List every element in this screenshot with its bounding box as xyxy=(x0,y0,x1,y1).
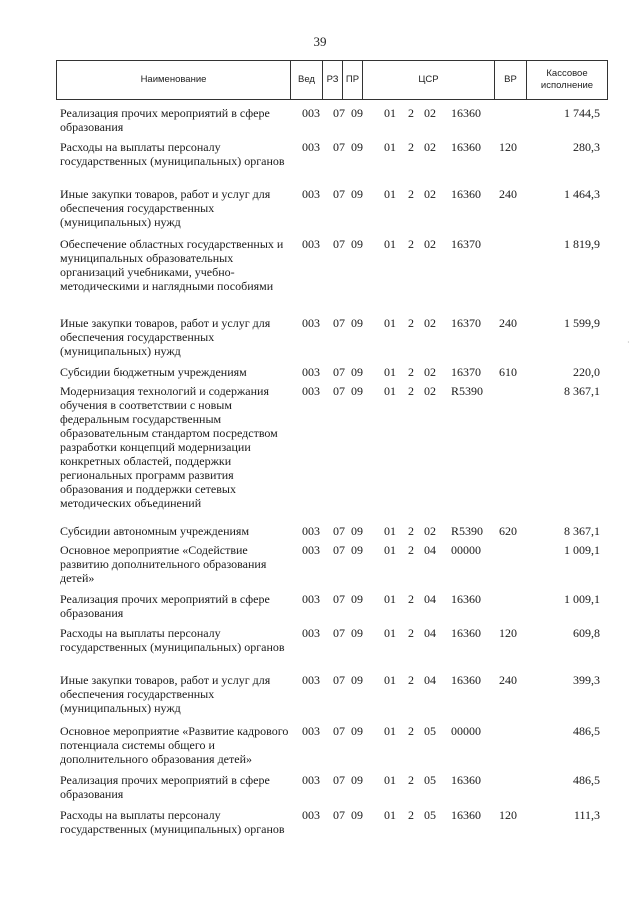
row-csr-4: 16360 xyxy=(451,773,481,787)
row-pr: 09 xyxy=(351,384,363,398)
row-ved: 003 xyxy=(302,773,320,787)
row-name: Модернизация технологий и содержания обучения в соответствии с новым федеральным государственным образовательным стандартом посредством разработки концепций модернизации конкретных областей, поддержки региональных программ развития образования и поддержки сетевых методических объединений xyxy=(60,384,278,510)
row-vr: 240 xyxy=(499,316,517,330)
row-csr-3: 02 xyxy=(424,384,436,398)
row-amount: 1 599,9 xyxy=(564,316,600,330)
row-name: Реализация прочих мероприятий в сфере образования xyxy=(60,773,270,801)
row-rz: 07 xyxy=(333,673,345,687)
row-csr-1: 01 xyxy=(384,187,396,201)
row-pr: 09 xyxy=(351,524,363,538)
row-csr-4: R5390 xyxy=(451,384,484,398)
row-amount: 486,5 xyxy=(573,773,600,787)
row-rz: 07 xyxy=(333,592,345,606)
row-csr-1: 01 xyxy=(384,626,396,640)
row-csr-2: 2 xyxy=(408,626,414,640)
row-csr-1: 01 xyxy=(384,140,396,154)
row-name: Иные закупки товаров, работ и услуг для обеспечения государственных (муниципальных) нужд xyxy=(60,316,271,358)
row-rz: 07 xyxy=(333,626,345,640)
page-number: 39 xyxy=(313,34,327,49)
row-rz: 07 xyxy=(333,140,345,154)
header-pr: ПР xyxy=(343,61,363,99)
row-csr-2: 2 xyxy=(408,187,414,201)
row-vr: 120 xyxy=(499,626,517,640)
row-csr-4: 16370 xyxy=(451,365,481,379)
row-ved: 003 xyxy=(302,543,320,557)
row-rz: 07 xyxy=(333,524,345,538)
row-amount: 486,5 xyxy=(573,724,600,738)
row-name: Реализация прочих мероприятий в сфере образования xyxy=(60,592,270,620)
row-csr-2: 2 xyxy=(408,316,414,330)
row-csr-3: 02 xyxy=(424,524,436,538)
row-csr-1: 01 xyxy=(384,673,396,687)
row-csr-4: 16360 xyxy=(451,808,481,822)
row-amount: 8 367,1 xyxy=(564,524,600,538)
row-csr-3: 04 xyxy=(424,626,436,640)
row-csr-2: 2 xyxy=(408,106,414,120)
scan-edge-mark: · xyxy=(627,338,630,347)
header-amount: Кассовое исполнение xyxy=(540,68,594,91)
row-name: Расходы на выплаты персоналу государственных (муниципальных) органов xyxy=(60,626,285,654)
row-rz: 07 xyxy=(333,106,345,120)
row-csr-2: 2 xyxy=(408,237,414,251)
row-name: Расходы на выплаты персоналу государственных (муниципальных) органов xyxy=(60,808,285,836)
row-amount: 280,3 xyxy=(573,140,600,154)
row-pr: 09 xyxy=(351,237,363,251)
row-csr-4: 00000 xyxy=(451,724,481,738)
row-rz: 07 xyxy=(333,808,345,822)
row-rz: 07 xyxy=(333,724,345,738)
row-csr-1: 01 xyxy=(384,808,396,822)
row-pr: 09 xyxy=(351,543,363,557)
row-pr: 09 xyxy=(351,773,363,787)
row-ved: 003 xyxy=(302,524,320,538)
row-name: Расходы на выплаты персоналу государственных (муниципальных) органов xyxy=(60,140,285,168)
row-name: Обеспечение областных государственных и муниципальных образовательных организаций учебниками, учебно-методическими и наглядными пособиями xyxy=(60,237,284,293)
row-ved: 003 xyxy=(302,106,320,120)
row-amount: 1 009,1 xyxy=(564,592,600,606)
row-csr-3: 02 xyxy=(424,187,436,201)
row-csr-1: 01 xyxy=(384,237,396,251)
row-csr-4: 16360 xyxy=(451,592,481,606)
row-pr: 09 xyxy=(351,626,363,640)
row-csr-3: 02 xyxy=(424,237,436,251)
row-csr-1: 01 xyxy=(384,106,396,120)
row-pr: 09 xyxy=(351,808,363,822)
row-csr-2: 2 xyxy=(408,384,414,398)
row-rz: 07 xyxy=(333,365,345,379)
row-name: Иные закупки товаров, работ и услуг для обеспечения государственных (муниципальных) нужд xyxy=(60,673,271,715)
row-name: Реализация прочих мероприятий в сфере образования xyxy=(60,106,270,134)
row-ved: 003 xyxy=(302,384,320,398)
row-csr-3: 04 xyxy=(424,592,436,606)
row-csr-1: 01 xyxy=(384,384,396,398)
row-csr-3: 02 xyxy=(424,365,436,379)
row-csr-4: 16360 xyxy=(451,626,481,640)
row-csr-4: 16360 xyxy=(451,106,481,120)
row-name: Субсидии бюджетным учреждениям xyxy=(60,365,247,379)
row-csr-3: 02 xyxy=(424,316,436,330)
row-ved: 003 xyxy=(302,673,320,687)
row-rz: 07 xyxy=(333,316,345,330)
row-csr-2: 2 xyxy=(408,543,414,557)
row-amount: 1 744,5 xyxy=(564,106,600,120)
row-csr-1: 01 xyxy=(384,365,396,379)
row-pr: 09 xyxy=(351,316,363,330)
row-amount: 1 819,9 xyxy=(564,237,600,251)
row-csr-3: 05 xyxy=(424,773,436,787)
row-vr: 240 xyxy=(499,673,517,687)
row-csr-1: 01 xyxy=(384,524,396,538)
row-csr-2: 2 xyxy=(408,673,414,687)
row-pr: 09 xyxy=(351,724,363,738)
row-ved: 003 xyxy=(302,592,320,606)
row-amount: 609,8 xyxy=(573,626,600,640)
row-vr: 120 xyxy=(499,808,517,822)
row-rz: 07 xyxy=(333,384,345,398)
row-csr-2: 2 xyxy=(408,524,414,538)
row-vr: 240 xyxy=(499,187,517,201)
header-vr: ВР xyxy=(495,61,527,99)
row-csr-4: 16360 xyxy=(451,673,481,687)
row-pr: 09 xyxy=(351,673,363,687)
row-amount: 1 009,1 xyxy=(564,543,600,557)
row-csr-3: 02 xyxy=(424,106,436,120)
header-ved: Вед xyxy=(291,61,323,99)
row-name: Иные закупки товаров, работ и услуг для обеспечения государственных (муниципальных) нужд xyxy=(60,187,271,229)
row-rz: 07 xyxy=(333,237,345,251)
row-csr-3: 02 xyxy=(424,140,436,154)
row-amount: 111,3 xyxy=(573,808,600,822)
header-rz: РЗ xyxy=(323,61,343,99)
row-csr-2: 2 xyxy=(408,773,414,787)
row-csr-3: 05 xyxy=(424,808,436,822)
row-ved: 003 xyxy=(302,316,320,330)
row-name: Субсидии автономным учреждениям xyxy=(60,524,250,538)
row-pr: 09 xyxy=(351,187,363,201)
row-vr: 120 xyxy=(499,140,517,154)
row-name: Основное мероприятие «Содействие развитию дополнительного образования детей» xyxy=(60,543,267,585)
row-pr: 09 xyxy=(351,140,363,154)
row-ved: 003 xyxy=(302,140,320,154)
row-vr: 610 xyxy=(499,365,517,379)
row-csr-3: 04 xyxy=(424,673,436,687)
row-vr: 620 xyxy=(499,524,517,538)
row-csr-4: 00000 xyxy=(451,543,481,557)
header-name: Наименование xyxy=(57,61,291,99)
row-csr-1: 01 xyxy=(384,773,396,787)
row-csr-4: R5390 xyxy=(451,524,484,538)
row-ved: 003 xyxy=(302,724,320,738)
row-amount: 1 464,3 xyxy=(564,187,600,201)
row-csr-1: 01 xyxy=(384,724,396,738)
row-amount: 399,3 xyxy=(573,673,600,687)
row-csr-3: 05 xyxy=(424,724,436,738)
row-pr: 09 xyxy=(351,592,363,606)
row-pr: 09 xyxy=(351,365,363,379)
row-csr-1: 01 xyxy=(384,316,396,330)
row-name: Основное мероприятие «Развитие кадрового потенциала системы общего и дополнительного образования детей» xyxy=(60,724,289,766)
row-csr-4: 16370 xyxy=(451,237,481,251)
row-rz: 07 xyxy=(333,543,345,557)
row-csr-1: 01 xyxy=(384,543,396,557)
row-csr-3: 04 xyxy=(424,543,436,557)
row-amount: 8 367,1 xyxy=(564,384,600,398)
row-csr-2: 2 xyxy=(408,808,414,822)
row-csr-2: 2 xyxy=(408,724,414,738)
row-csr-4: 16360 xyxy=(451,187,481,201)
row-csr-4: 16370 xyxy=(451,316,481,330)
row-rz: 07 xyxy=(333,187,345,201)
row-ved: 003 xyxy=(302,187,320,201)
row-csr-2: 2 xyxy=(408,140,414,154)
row-csr-1: 01 xyxy=(384,592,396,606)
row-csr-4: 16360 xyxy=(451,140,481,154)
row-rz: 07 xyxy=(333,773,345,787)
row-ved: 003 xyxy=(302,237,320,251)
row-amount: 220,0 xyxy=(573,365,600,379)
header-csr: ЦСР xyxy=(363,61,495,99)
row-pr: 09 xyxy=(351,106,363,120)
row-csr-2: 2 xyxy=(408,592,414,606)
row-ved: 003 xyxy=(302,626,320,640)
row-ved: 003 xyxy=(302,808,320,822)
row-ved: 003 xyxy=(302,365,320,379)
row-csr-2: 2 xyxy=(408,365,414,379)
